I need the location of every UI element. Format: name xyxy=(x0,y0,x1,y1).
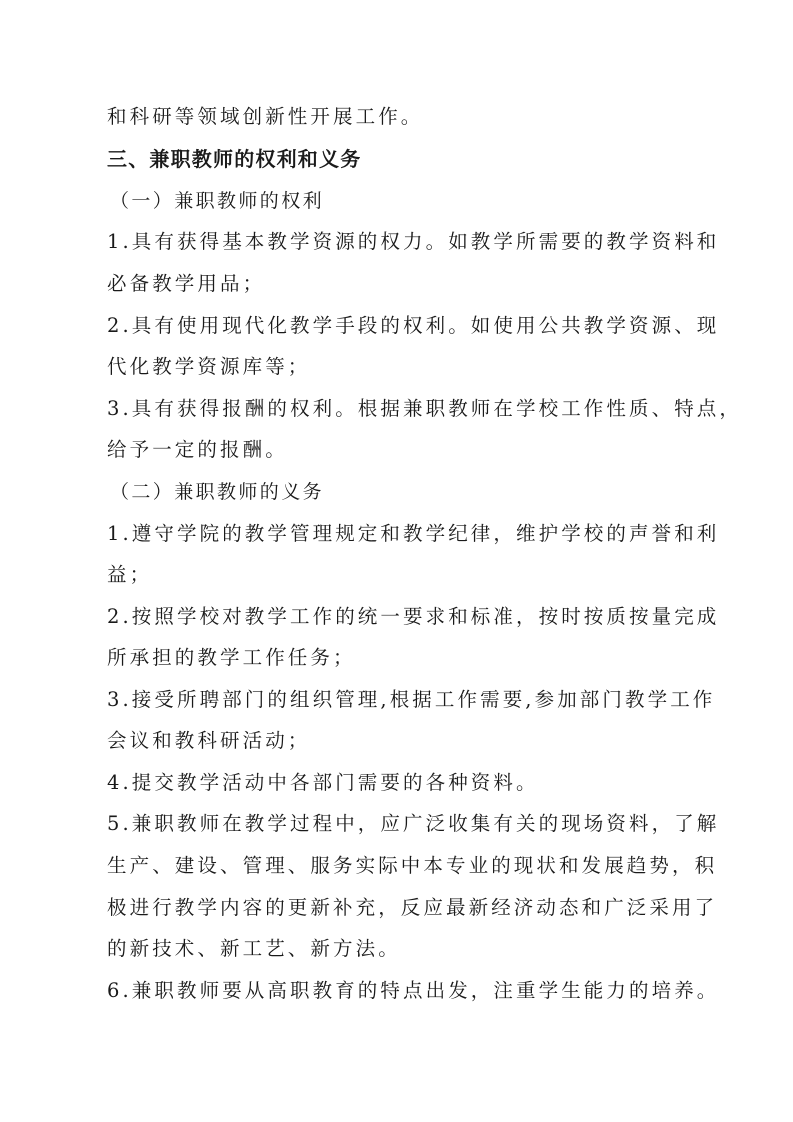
text-line: 代化教学资源库等； xyxy=(107,355,311,378)
subsection-heading: （一）兼职教师的权利 xyxy=(110,190,325,212)
text-line: 3.具有获得报酬的权利。根据兼职教师在学校工作性质、特点， xyxy=(107,397,743,420)
text-line: 所承担的教学工作任务； xyxy=(107,646,356,669)
text-line: 6.兼职教师要从高职教育的特点出发，注重学生能力的培养。 xyxy=(107,979,720,1002)
text-line: 5.兼职教师在教学过程中，应广泛收集有关的现场资料，了解 xyxy=(107,812,720,835)
text-line: 3.接受所聘部门的组织管理,根据工作需要,参加部门教学工作 xyxy=(107,688,716,711)
text-line: 生产、建设、管理、服务实际中本专业的现状和发展趋势，积 xyxy=(107,854,718,877)
text-line: 给予一定的报酬。 xyxy=(107,438,288,461)
text-line: 必备教学用品； xyxy=(107,272,266,295)
text-line: 1.遵守学院的教学管理规定和教学纪律，维护学校的声誉和利 xyxy=(107,522,720,545)
text-line: 2.按照学校对教学工作的统一要求和标准，按时按质按量完成 xyxy=(107,605,720,628)
text-line: 益； xyxy=(107,563,153,586)
text-line: 的新技术、新工艺、新方法。 xyxy=(107,937,401,960)
text-line: 4.提交教学活动中各部门需要的各种资料。 xyxy=(107,771,539,794)
text-line: 和科研等领域创新性开展工作。 xyxy=(107,105,424,128)
text-line: 会议和教科研活动； xyxy=(107,729,311,752)
section-heading: 三、兼职教师的权利和义务 xyxy=(107,147,362,171)
text-line: 2.具有使用现代化教学手段的权利。如使用公共教学资源、现 xyxy=(107,314,720,337)
text-line: 1.具有获得基本教学资源的权力。如教学所需要的教学资料和 xyxy=(107,230,720,253)
subsection-heading: （二）兼职教师的义务 xyxy=(110,481,325,503)
text-line: 极进行教学内容的更新补充，反应最新经济动态和广泛采用了 xyxy=(107,896,718,919)
